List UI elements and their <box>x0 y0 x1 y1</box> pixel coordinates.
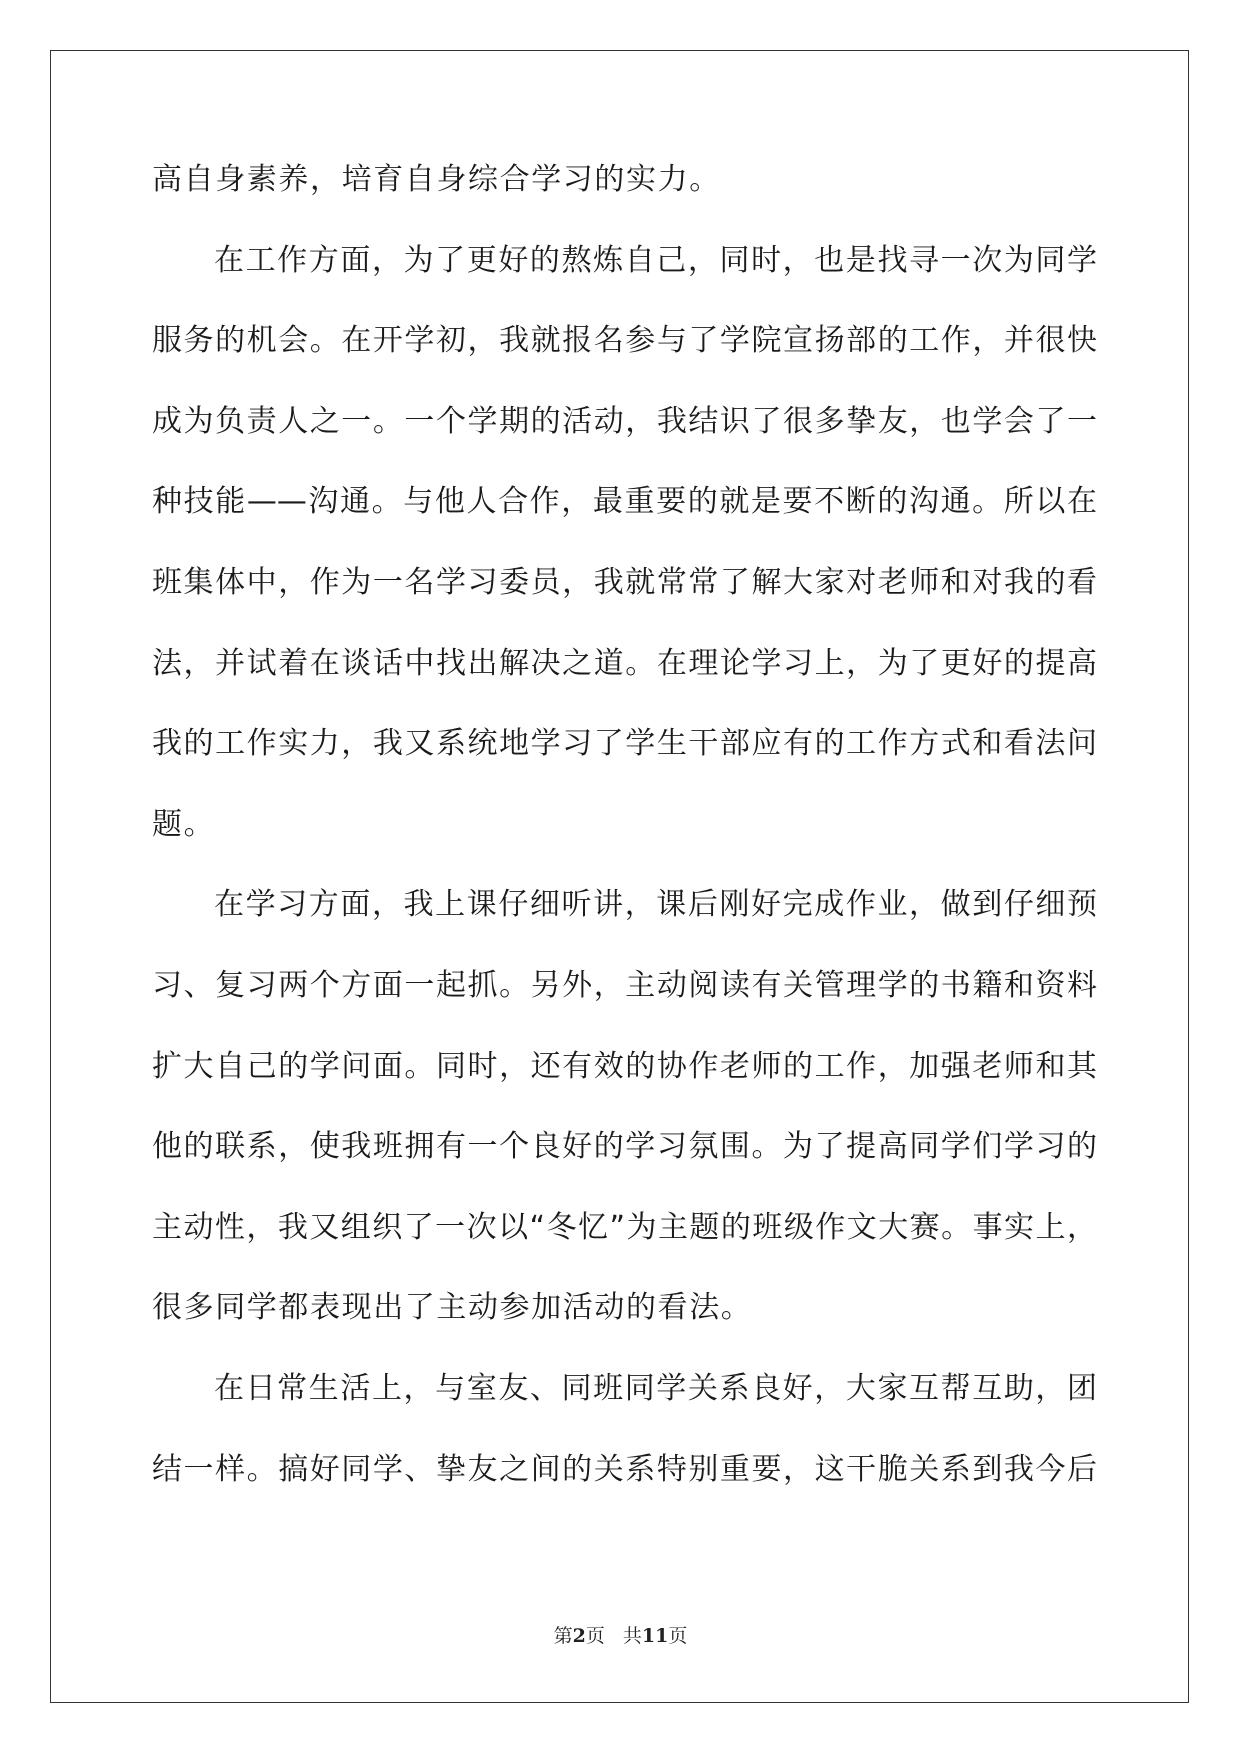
text-line: 在工作方面，为了更好的熬炼自己，同时，也是找寻一次为同学 <box>214 242 1097 278</box>
text-line: 种技能——沟通。与他人合作，最重要的就是要不断的沟通。所以在 <box>152 484 1097 520</box>
page-number: 2 <box>572 1625 586 1647</box>
page-prefix: 第 <box>553 1625 573 1647</box>
text-line: 结一样。搞好同学、挚友之间的关系特别重要，这干脆关系到我今后 <box>152 1451 1097 1487</box>
total-pages: 11 <box>641 1625 669 1647</box>
total-prefix: 共 <box>622 1625 642 1647</box>
text-line: 在学习方面，我上课仔细听讲，课后刚好完成作业，做到仔细预 <box>214 887 1097 923</box>
text-line: 他的联系，使我班拥有一个良好的学习氛围。为了提高同学们学习的 <box>152 1129 1097 1165</box>
page-footer <box>0 1624 1241 1648</box>
document-body <box>152 160 1097 1530</box>
text-line: 班集体中，作为一名学习委员，我就常常了解大家对老师和对我的看 <box>152 564 1097 600</box>
text-line: 习、复习两个方面一起抓。另外，主动阅读有关管理学的书籍和资料 <box>152 967 1097 1003</box>
total-suffix: 页 <box>668 1625 688 1647</box>
text-line: 服务的机会。在开学初，我就报名参与了学院宣扬部的工作，并很快 <box>152 323 1097 359</box>
text-line: 高自身素养，培育自身综合学习的实力。 <box>152 162 721 197</box>
text-line: 我的工作实力，我又系统地学习了学生干部应有的工作方式和看法问 <box>152 726 1097 762</box>
text-line: 题。 <box>152 806 216 842</box>
text-line: 成为负责人之一。一个学期的活动，我结识了很多挚友，也学会了一 <box>152 403 1097 439</box>
text-line: 法，并试着在谈话中找出解决之道。在理论学习上，为了更好的提高 <box>152 645 1097 681</box>
text-line: 扩大自己的学问面。同时，还有效的协作老师的工作，加强老师和其 <box>152 1048 1097 1084</box>
text-line: 在日常生活上，与室友、同班同学关系良好，大家互帮互助，团 <box>214 1370 1097 1406</box>
text-line: 很多同学都表现出了主动参加活动的看法。 <box>152 1290 753 1326</box>
page-suffix: 页 <box>585 1625 605 1647</box>
text-line: 主动性，我又组织了一次以“冬忆”为主题的班级作文大赛。事实上， <box>152 1209 1097 1245</box>
